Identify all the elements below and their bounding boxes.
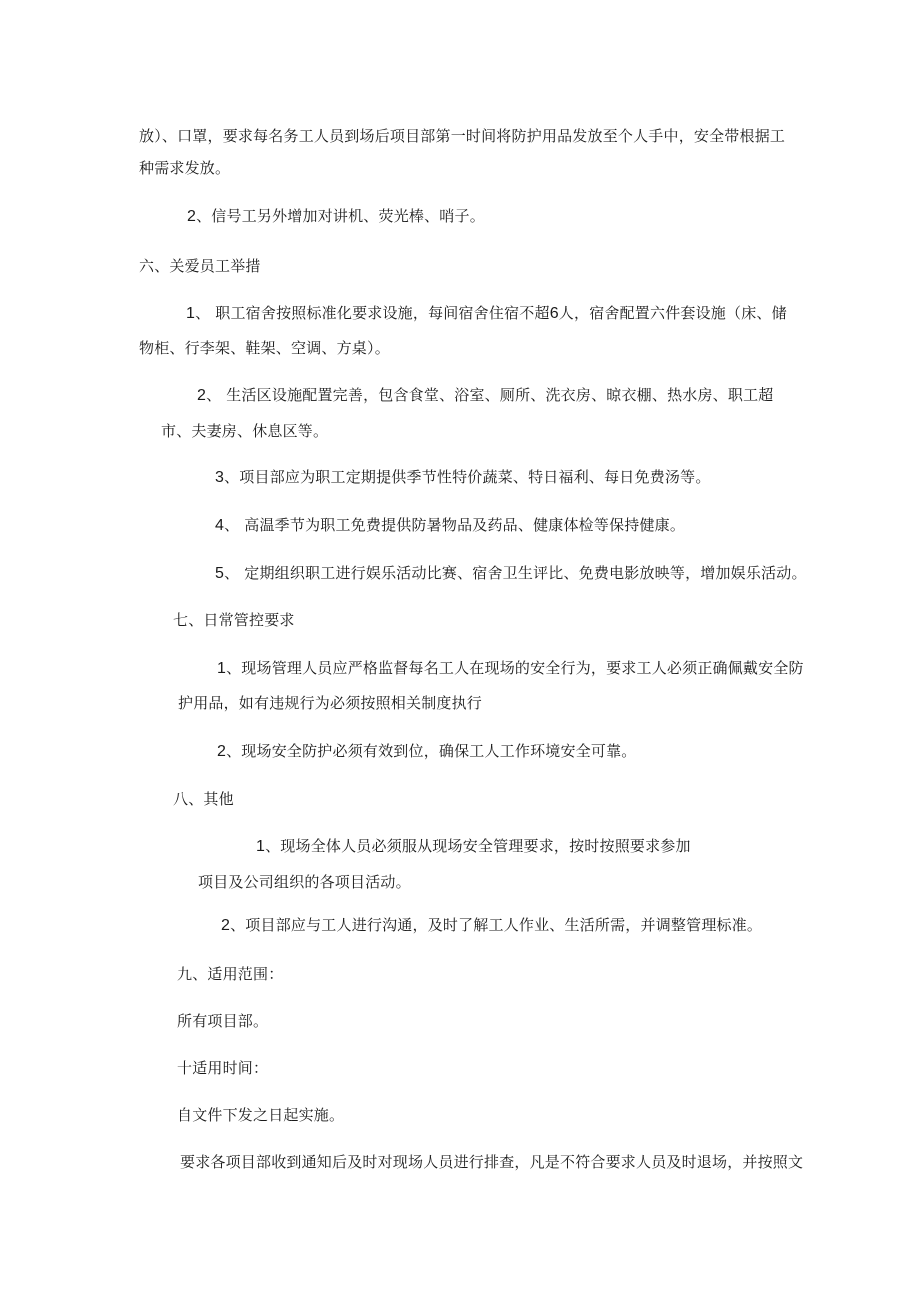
list-item-8-2 (221, 915, 762, 936)
item-number: 5 (215, 565, 225, 582)
paragraph-line: 要求各项目部收到通知后及时对现场人员进行排查，凡是不符合要求人员及时退场，并按照文 (180, 1153, 804, 1171)
item-text: 、 高温季节为职工免费提供防暑物品及药品、健康体检等保持健康。 (224, 516, 686, 534)
item-text: 、 职工宿舍按照标准化要求设施，每间宿舍住宿不超 (195, 304, 550, 322)
list-item-6-1 (186, 303, 787, 324)
item-text: 人，宿舍配置六件套设施（床、储 (558, 304, 787, 322)
section-heading-8: 八、其他 (173, 790, 234, 808)
item-text: 、现场安全防护必须有效到位，确保工人工作环境安全可靠。 (226, 742, 637, 760)
item-number-inline: 6 (549, 305, 559, 322)
item-text: 、项目部应为职工定期提供季节性特价蔬菜、特日福利、每日免费汤等。 (224, 468, 711, 486)
section-heading-10: 十适用时间： (177, 1059, 269, 1077)
item-number: 1 (217, 660, 227, 677)
item-number: 4 (215, 517, 225, 534)
item-text: 、项目部应与工人进行沟通，及时了解工人作业、生活所需，并调整管理标准。 (230, 916, 763, 934)
list-item-6-5 (215, 563, 807, 584)
item-number: 2 (217, 743, 227, 760)
list-item-2 (187, 206, 485, 227)
paragraph-line: 放）、口罩，要求每名务工人员到场后项目部第一时间将防护用品发放至个人手中，安全带根据工 (139, 127, 786, 145)
item-text: 、信号工另外增加对讲机、荧光棒、哨子。 (196, 207, 485, 225)
paragraph-line: 市、夫妻房、休息区等。 (161, 422, 329, 440)
section-heading-7: 七、日常管控要求 (173, 611, 295, 629)
item-number: 2 (187, 208, 197, 225)
item-number: 3 (215, 469, 225, 486)
paragraph-line: 护用品，如有违规行为必须按照相关制度执行 (178, 694, 483, 712)
item-number: 1 (256, 838, 266, 855)
list-item-7-2 (217, 741, 637, 762)
list-item-8-1 (256, 836, 691, 857)
section-heading-6: 六、关爱员工举措 (139, 257, 261, 275)
paragraph-line: 种需求发放。 (139, 159, 231, 177)
paragraph-line: 所有项目部。 (177, 1012, 269, 1030)
item-text: 、 定期组织职工进行娱乐活动比赛、宿舍卫生评比、免费电影放映等，增加娱乐活动。 (224, 564, 807, 582)
section-heading-9: 九、适用范围： (177, 965, 284, 983)
item-number: 2 (221, 917, 231, 934)
list-item-6-2 (197, 385, 773, 406)
list-item-6-4 (215, 515, 685, 536)
paragraph-line: 物柜、行李架、鞋架、空调、方桌）。 (139, 339, 390, 357)
list-item-7-1 (217, 658, 804, 679)
paragraph-line: 自文件下发之日起实施。 (177, 1106, 345, 1124)
paragraph-line: 项目及公司组织的各项目活动。 (198, 873, 411, 891)
item-text: 、现场全体人员必须服从现场安全管理要求，按时按照要求参加 (265, 837, 691, 855)
item-number: 2 (197, 387, 207, 404)
list-item-6-3 (215, 467, 711, 488)
item-text: 、 生活区设施配置完善，包含食堂、浴室、厕所、洗衣房、晾衣棚、热水房、职工超 (206, 386, 774, 404)
item-text: 、现场管理人员应严格监督每名工人在现场的安全行为，要求工人必须正确佩戴安全防 (226, 659, 804, 677)
item-number: 1 (186, 305, 196, 322)
